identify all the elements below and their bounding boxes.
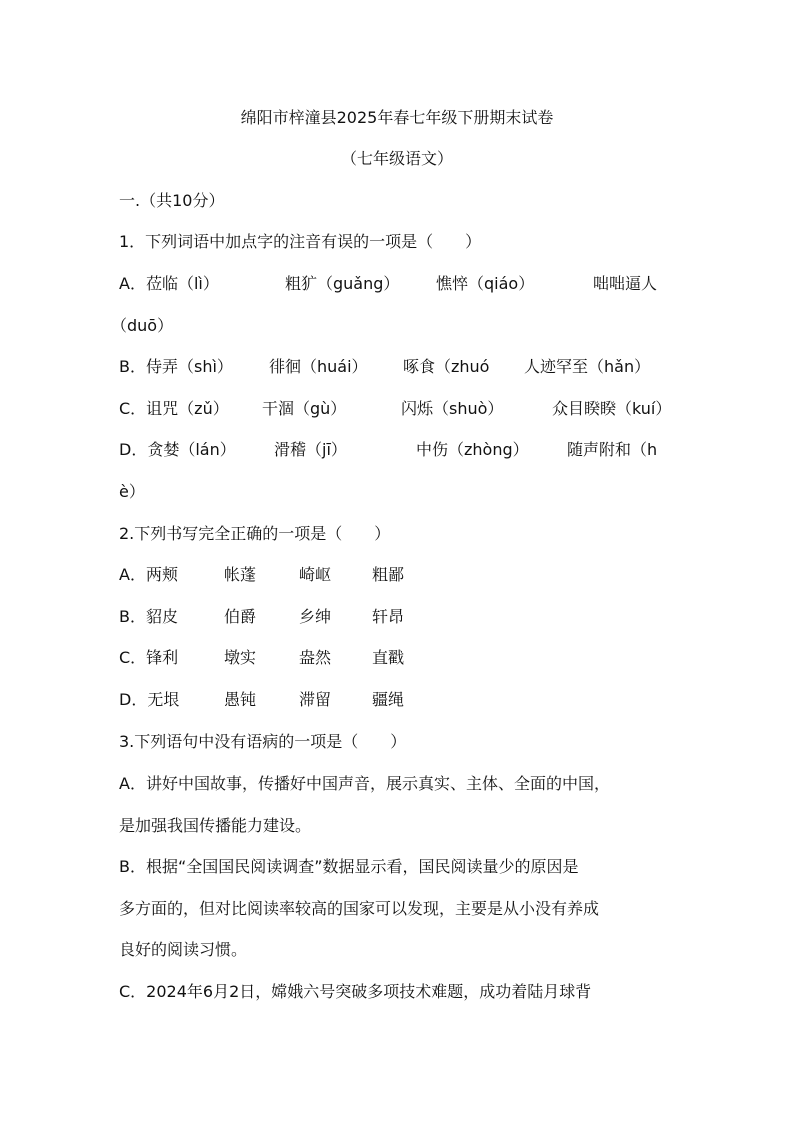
q3-option-a-line-2: 是加强我国传播能力建设。	[119, 816, 312, 835]
q2-b-word-2: 伯爵	[224, 607, 257, 626]
q3-option-b-line-3: 良好的阅读习惯。	[119, 940, 248, 959]
q2-d-word-1: D．无垠	[119, 690, 180, 709]
exam-title: 绵阳市梓潼县2025年春七年级下册期末试卷	[240, 108, 554, 127]
q1-b-item-1: B．侍弄（shì）	[119, 357, 233, 376]
q2-d-word-2: 愚钝	[224, 690, 257, 709]
q2-c-word-1: C．锋利	[119, 648, 179, 667]
q2-a-word-4: 粗鄙	[372, 565, 405, 584]
section-heading: 一.（共10分）	[119, 191, 225, 210]
q2-c-word-4: 直戳	[372, 648, 405, 667]
q3-option-b-line-1: B．根据“全国国民阅读调查”数据显示看，国民阅读量少的原因是	[119, 857, 579, 876]
q1-d-item-2: 滑稽（jī）	[274, 440, 347, 459]
q1-b-item-4: 人迹罕至（hǎn）	[524, 357, 651, 376]
q2-a-word-3: 崎岖	[299, 565, 332, 584]
q2-a-word-2: 帐蓬	[224, 565, 257, 584]
q3-option-b-line-2: 多方面的，但对比阅读率较高的国家可以发现，主要是从小没有养成	[119, 899, 600, 918]
q1-b-item-2: 徘徊（huái）	[269, 357, 368, 376]
q1-d-item-3: 中伤（zhòng）	[416, 440, 529, 459]
q3-option-a-line-1: A．讲好中国故事，传播好中国声音，展示真实、主体、全面的中国，	[119, 774, 610, 793]
q2-d-word-4: 疆绳	[372, 690, 405, 709]
q2-d-word-3: 滞留	[299, 690, 332, 709]
q3-option-c-line-1: C．2024年6月2日，嫦娥六号突破多项技术难题，成功着陆月球背	[119, 982, 592, 1001]
question-2-stem: 2.下列书写完全正确的一项是（ ）	[119, 524, 391, 543]
q1-a-item-3: 憔悴（qiáo）	[436, 274, 535, 293]
q1-option-a-wrap: （duō）	[111, 316, 174, 335]
q2-c-word-2: 墩实	[224, 648, 257, 667]
q1-c-item-2: 干涸（gù）	[262, 399, 347, 418]
q2-b-word-1: B．貂皮	[119, 607, 178, 626]
q1-d-item-1: D．贪婪（lán）	[119, 440, 236, 459]
question-1-stem: 1．下列词语中加点字的注音有误的一项是（ ）	[119, 232, 482, 251]
q1-a-item-1: A．莅临（lì）	[119, 274, 219, 293]
q1-option-d-wrap: è）	[119, 482, 145, 501]
q1-c-item-1: C．诅咒（zǔ）	[119, 399, 229, 418]
q1-d-item-4: 随声附和（h	[567, 440, 658, 459]
q1-c-item-3: 闪烁（shuò）	[401, 399, 504, 418]
q2-c-word-3: 盎然	[299, 648, 332, 667]
question-3-stem: 3.下列语句中没有语病的一项是（ ）	[119, 732, 407, 751]
q1-a-item-2: 粗犷（guǎng）	[285, 274, 400, 293]
q1-b-item-3: 啄食（zhuó	[403, 357, 490, 376]
q2-a-word-1: A．两颊	[119, 565, 178, 584]
q2-b-word-3: 乡绅	[299, 607, 332, 626]
exam-subtitle: （七年级语文）	[340, 149, 453, 168]
q1-a-item-4: 咄咄逼人	[593, 274, 658, 293]
q2-b-word-4: 轩昂	[372, 607, 405, 626]
q1-c-item-4: 众目睽睽（kuí）	[552, 399, 672, 418]
